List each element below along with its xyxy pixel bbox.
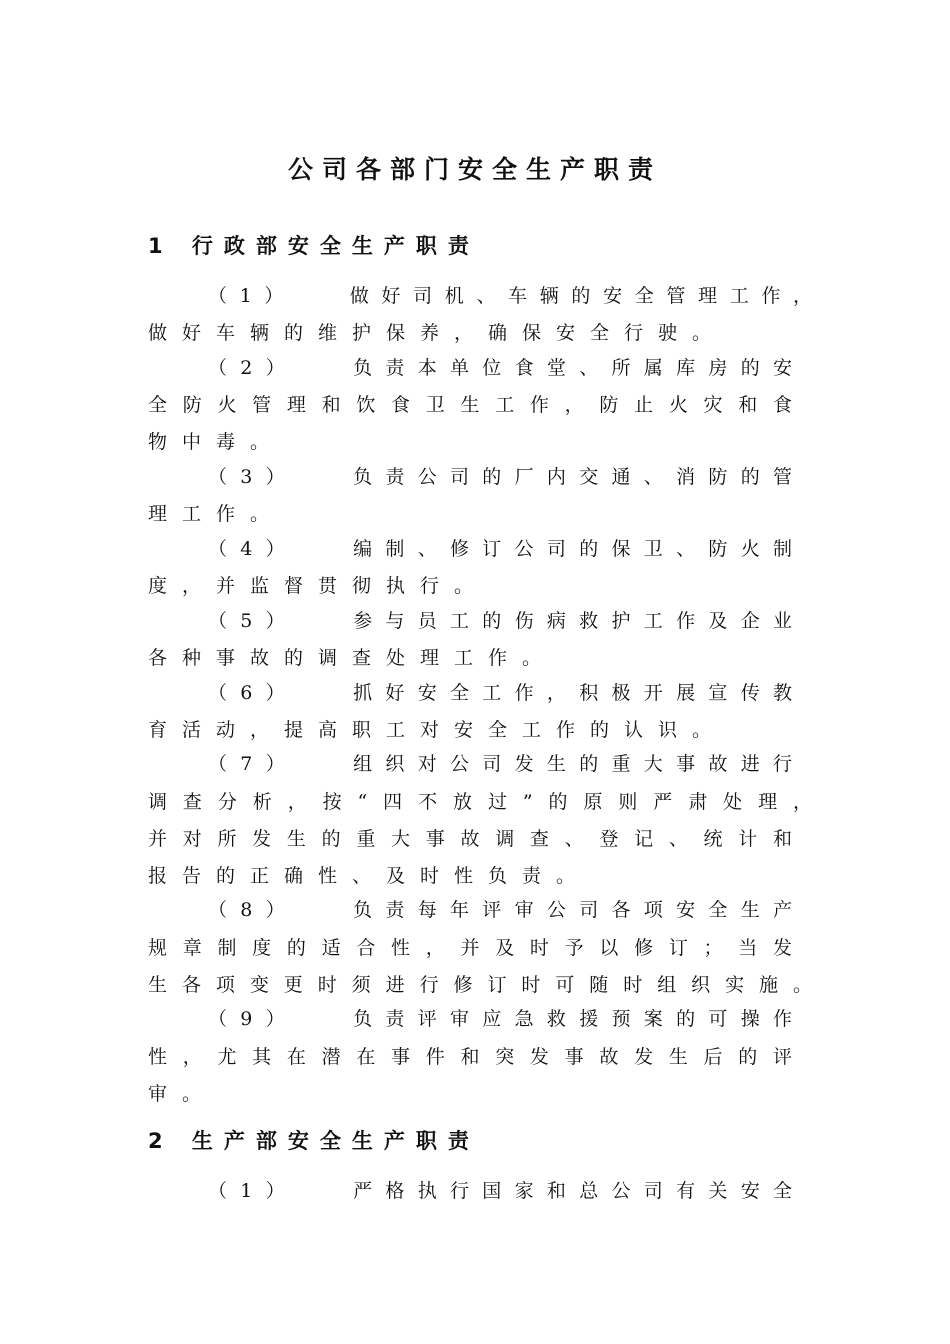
paragraph-line: （6） 抓好安全工作，积极开展宣传教	[208, 682, 792, 704]
paragraph-line: （3） 负责公司的厂内交通、消防的管	[208, 466, 792, 488]
paragraph-line: 全防火管理和饮食卫生工作，防止火灾和食	[148, 394, 792, 416]
paragraph-line: 各种事故的调查处理工作。	[148, 647, 557, 669]
section-heading: 1 行政部安全生产职责	[148, 234, 480, 258]
paragraph-line: 性，尤其在潜在事件和突发事故发生后的评	[148, 1046, 792, 1068]
paragraph-line: 做好车辆的维护保养，确保安全行驶。	[148, 322, 727, 344]
paragraph-line: 并对所发生的重大事故调查、登记、统计和	[148, 828, 792, 850]
paragraph-line: （8） 负责每年评审公司各项安全生产	[208, 899, 792, 921]
paragraph-line: （7） 组织对公司发生的重大事故进行	[208, 753, 792, 775]
paragraph-line: 审。	[148, 1083, 217, 1105]
paragraph-line: （9） 负责评审应急救援预案的可操作	[208, 1008, 792, 1030]
paragraph-line: （1） 严格执行国家和总公司有关安全	[208, 1180, 792, 1202]
section-heading: 2 生产部安全生产职责	[148, 1129, 480, 1153]
paragraph-line: 育活动，提高职工对安全工作的认识。	[148, 719, 727, 741]
paragraph-line: 生各项变更时须进行修订时可随时组织实施。	[148, 974, 812, 996]
paragraph-line: 物中毒。	[148, 431, 285, 453]
paragraph-line: 调查分析，按“四不放过”的原则严肃处理，	[148, 791, 812, 813]
paragraph-line: （2） 负责本单位食堂、所属库房的安	[208, 357, 792, 379]
paragraph-line: 规章制度的适合性，并及时予以修订；当发	[148, 937, 792, 959]
document-title: 公司各部门安全生产职责	[287, 155, 662, 184]
paragraph-line: （1） 做好司机、车辆的安全管理工作，	[208, 285, 812, 307]
paragraph-line: 报告的正确性、及时性负责。	[148, 865, 591, 887]
paragraph-line: 理工作。	[148, 503, 285, 525]
paragraph-line: （4） 编制、修订公司的保卫、防火制	[208, 538, 792, 560]
paragraph-line: 度，并监督贯彻执行。	[148, 575, 489, 597]
paragraph-line: （5） 参与员工的伤病救护工作及企业	[208, 610, 792, 632]
